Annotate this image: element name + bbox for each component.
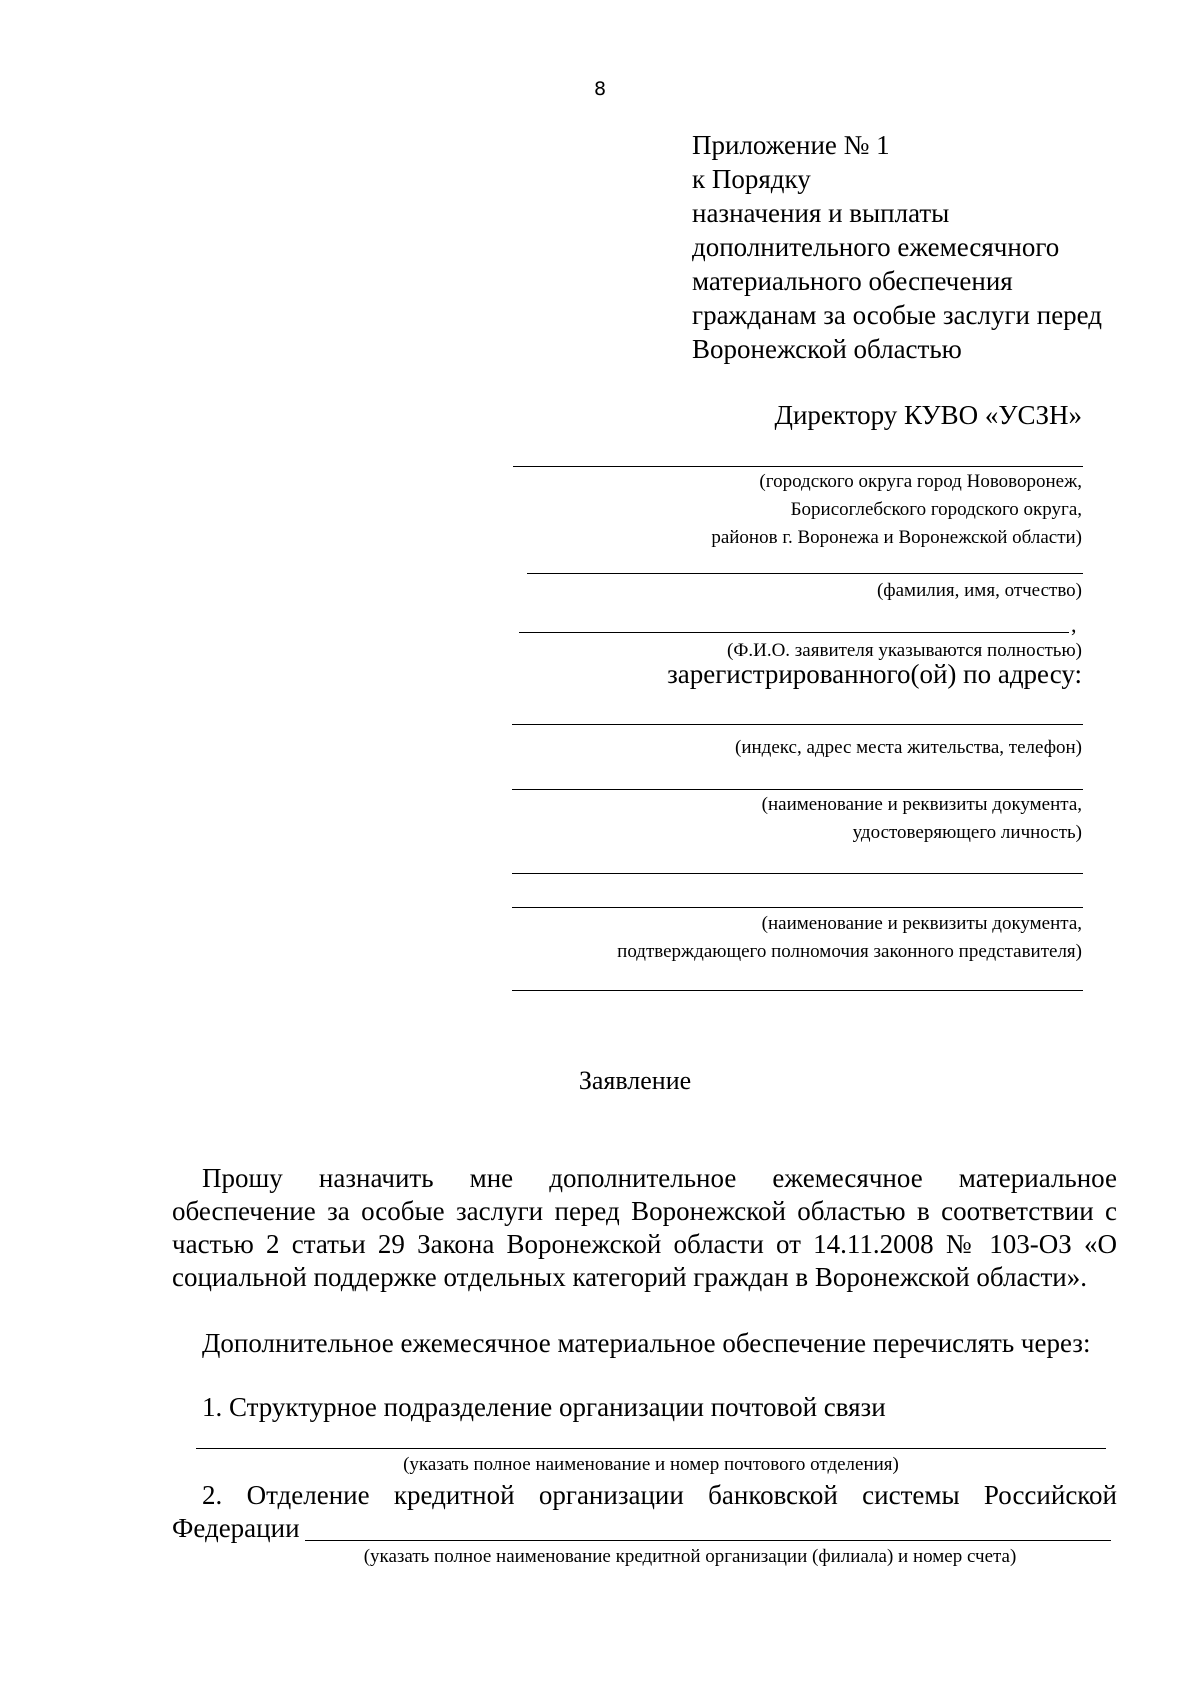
addressee-director: Директору КУВО «УСЗН» <box>774 400 1082 430</box>
statement-paragraph-2: Дополнительное ежемесячное материальное обеспечение перечислять через: <box>202 1328 1091 1358</box>
district-caption: (городского округа город Нововоронеж, Борисоглебского городского округа, районов г. Воронежа и Воронежской области) <box>711 471 1082 548</box>
rep-document-fill-line-3[interactable] <box>512 990 1083 991</box>
appendix-line: к Порядку <box>692 164 811 194</box>
page-number: 8 <box>593 78 607 100</box>
appendix-line: Приложение № 1 <box>692 130 890 160</box>
bank-caption: (указать полное наименование кредитной организации (филиала) и номер счета) <box>363 1546 1017 1567</box>
rep-document-caption: (наименование и реквизиты документа, подтверждающего полномочия законного представителя) <box>617 913 1082 962</box>
rep-document-fill-line-2[interactable] <box>512 907 1083 908</box>
fio-caption: (фамилия, имя, отчество) <box>876 580 1082 601</box>
appendix-line: дополнительного ежемесячного <box>692 232 1060 262</box>
address-fill-line[interactable] <box>512 724 1083 725</box>
payment-option-bank: 2. Отделение кредитной организации банковской системы Российской Федерации <box>172 1480 1117 1543</box>
bank-fill-line[interactable] <box>305 1540 1111 1541</box>
address-caption: (индекс, адрес места жительства, телефон) <box>735 737 1082 758</box>
post-office-caption: (указать полное наименование и номер почтового отделения) <box>403 1454 899 1475</box>
applicant-fill-line[interactable] <box>519 632 1069 633</box>
applicant-caption: (Ф.И.О. заявителя указываются полностью) <box>727 640 1082 661</box>
registered-address-label: зарегистрированного(ой) по адресу: <box>667 659 1082 689</box>
appendix-line: назначения и выплаты <box>692 198 950 228</box>
post-office-fill-line[interactable] <box>196 1448 1106 1449</box>
appendix-header <box>692 128 1102 366</box>
payment-option-post: 1. Структурное подразделение организации почтовой связи <box>202 1392 886 1422</box>
rep-document-fill-line[interactable] <box>512 873 1083 874</box>
id-document-fill-line[interactable] <box>512 789 1083 790</box>
appendix-line: материального обеспечения <box>692 266 1013 296</box>
appendix-line: гражданам за особые заслуги перед <box>692 300 1103 330</box>
district-fill-line[interactable] <box>513 466 1083 467</box>
statement-title: Заявление <box>578 1066 692 1095</box>
applicant-line-comma: , <box>1071 612 1077 637</box>
id-document-caption: (наименование и реквизиты документа, удостоверяющего личность) <box>761 794 1082 843</box>
fio-fill-line[interactable] <box>527 573 1083 574</box>
statement-paragraph-1: Прошу назначить мне дополнительное ежемесячное материальное обеспечение за особые заслуги перед Воронежской областью в соответствии с частью 2 статьи 29 Закона Воронежской области от 14.11.2008 № 103-ОЗ «О социальной поддержке отдельных категорий граждан в Воронежской области». <box>172 1163 1117 1292</box>
appendix-line: Воронежской областью <box>692 334 962 364</box>
